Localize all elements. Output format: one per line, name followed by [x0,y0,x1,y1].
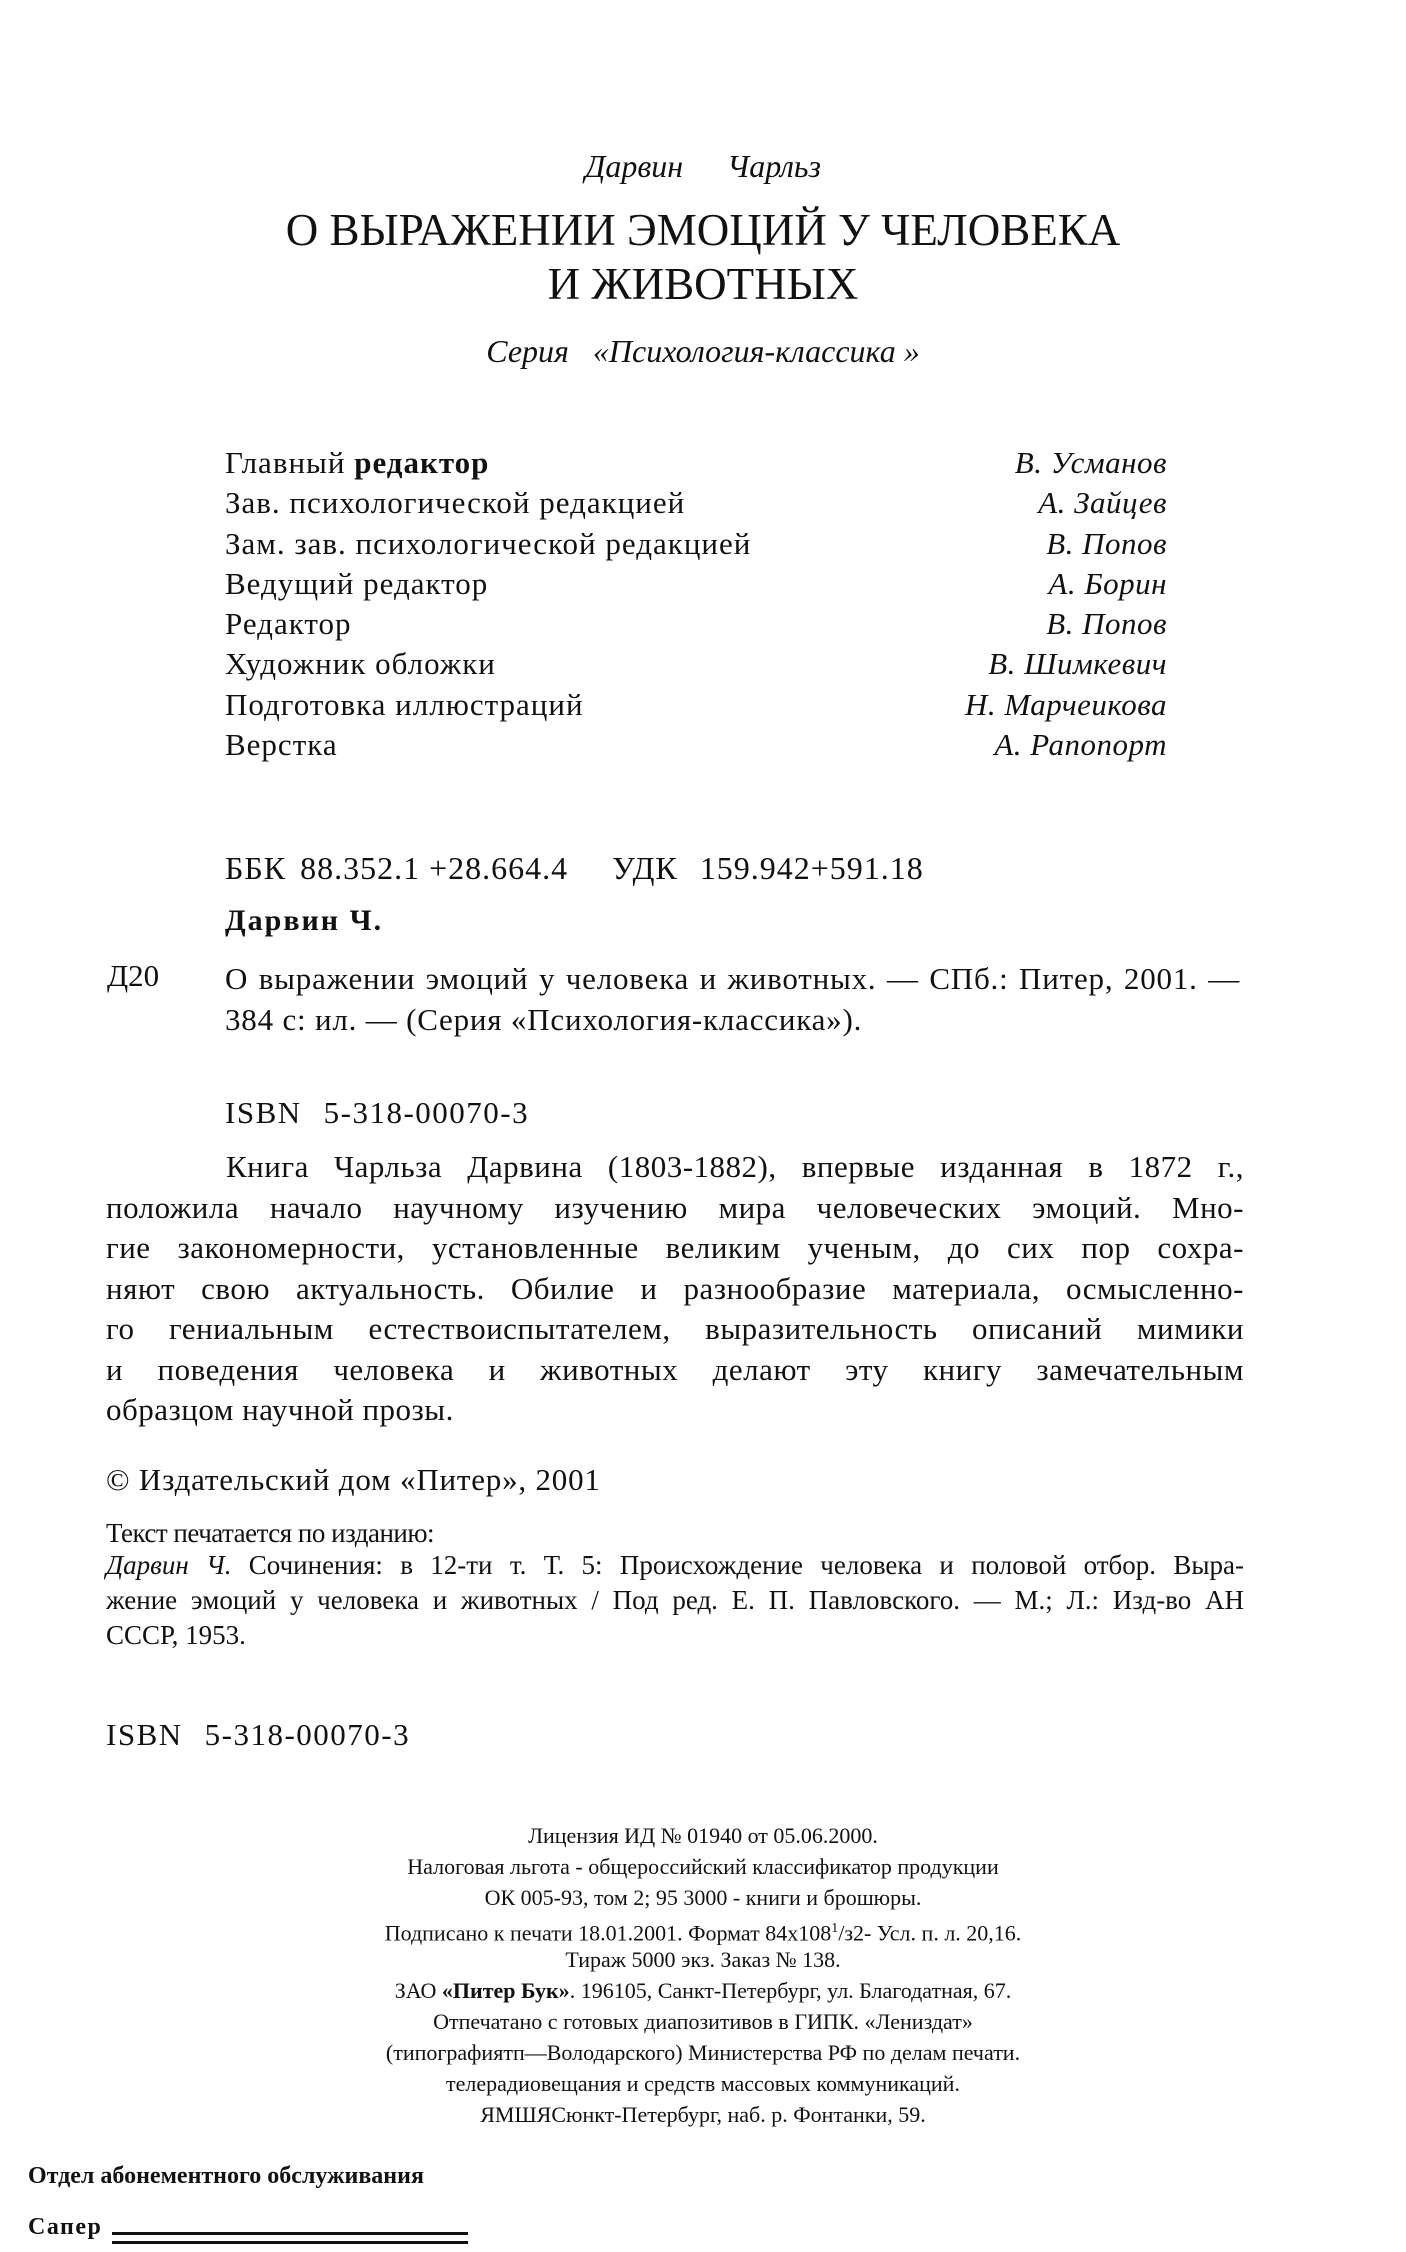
title-line-2: И ЖИВОТНЫХ [547,259,859,309]
annotation-line: положила начало научному изучению мира человеческих эмоций. Мно- [106,1189,1244,1225]
staff-row [225,644,1167,684]
staff-role-part: Главный [225,445,346,480]
isbn-label: ISBN [106,1717,183,1752]
imprint-company-prefix: ЗАО [394,1978,442,2003]
annotation-line: образцом научной прозы. [106,1392,454,1427]
catalog-author-heading: Дарвин Ч. [225,904,384,937]
staff-row [225,564,1167,604]
imprint-line: Лицензия ИД № 01940 от 05.06.2000. [528,1823,878,1848]
udk-value: 159.942+591.18 [699,850,924,886]
staff-row [225,725,1167,765]
staff-row [225,524,1167,564]
staff-role: Зав. психологической редакцией [225,485,686,521]
staff-row [225,685,1167,725]
imprint-line: (типографиятп—Володарского) Министерства РФ по делам печати. [385,2040,1021,2065]
staff-role: Верстка [225,727,338,763]
source-line: СССР, 1953. [106,1620,246,1650]
staff-list [225,443,1167,765]
staff-role: Ведущий редактор [225,565,489,601]
imprint-line: ОК 005-93, том 2; 95 3000 - книги и брошюры. [484,1885,922,1910]
annotation-line: няют свою актуальность. Обилие и разнообразие материала, осмысленно- [106,1270,1244,1306]
staff-row [225,483,1167,523]
staff-role: Зам. зав. психологической редакцией [225,525,752,561]
imprint-sup: 1 [831,1921,839,1936]
staff-role-bold: редактор [354,445,490,480]
annotation [106,1147,1244,1431]
staff-role: Редактор [225,606,352,642]
staff-role: Художник обложки [225,646,496,682]
series-label: Серия [486,333,569,369]
staff-name: А. Борин [1048,565,1167,601]
book-author [0,148,1406,185]
imprint-line: Отпечатано с готовых диапозитивов в ГИПК. «Лениздат» [433,2009,973,2034]
staff-name: Н. Марчеикова [965,686,1167,722]
imprint-address: . 196105, Санкт-Петербург, ул. Благодатная, 67. [569,1978,1012,2003]
staff-row [225,443,1167,483]
author-surname: Дарвин [585,148,684,184]
source-text: Сочинения: в 12-ти т. Т. 5: Происхождение человека и половой отбор. Выра- [231,1550,1244,1580]
staff-name: А. Зайцев [1038,485,1167,521]
catalog-description: О выражении эмоций у человека и животных. — СПб.: Питер, 2001. — 384 с: ил. — (Серия «Психология-классика»). [225,961,1240,1037]
library-stamp-department: Отдел абонементного обслуживания [28,2163,424,2189]
title-line-1: О ВЫРАЖЕНИИ ЭМОЦИЙ У ЧЕЛОВЕКА [285,205,1121,255]
isbn-label: ISBN [225,1095,302,1130]
source-author: Дарвин Ч. [106,1550,232,1580]
annotation-line: и поведения человека и животных делают эту книгу замечательным [106,1351,1244,1387]
annotation-line: Книга Чарльза Дарвина (1803-1882), впервые изданная в 1872 г., [226,1149,1244,1184]
copyright: © Издательский дом «Питер», 2001 [106,1462,601,1497]
imprint-format: Подписано к печати 18.01.2001. Формат 84х108 [384,1920,832,1946]
source-line: жение эмоций у человека и животных / Под ред. Е. П. Павловского. — М.; Л.: Изд-во АН [106,1585,1244,1615]
source-heading: Текст печатается по изданию: [106,1518,435,1548]
isbn-bottom [106,1717,410,1753]
staff-name: В. Попов [1046,606,1167,642]
source-reference [106,1548,1244,1653]
isbn-value: 5-318-00070-3 [204,1717,411,1752]
library-stamp-saper: Сапер [28,2214,103,2240]
classification-codes [225,850,924,887]
staff-role [225,443,489,483]
imprint-format-rest: /з2- Усл. п. л. 20,16. [838,1920,1022,1946]
imprint-line: Налоговая льгота - общероссийский классификатор продукции [407,1854,999,1879]
staff-name: А. Рапопорт [994,727,1167,763]
imprint-line [0,1975,1406,2006]
stamp-underline [112,2232,468,2244]
annotation-line: гие закономерности, установленные великим ученым, до сих пор сохра- [106,1230,1244,1265]
imprint-line: Тираж 5000 экз. Заказ № 138. [565,1947,841,1972]
imprint-line: ЯМШЯСюнкт-Петербург, наб. р. Фонтанки, 59. [480,2102,926,2127]
bbk-value: 88.352.1 +28.664.4 [300,850,569,886]
staff-name: В. Усманов [1014,445,1167,480]
staff-name: В. Попов [1046,525,1167,561]
series-name: «Психология-классика » [592,333,920,369]
isbn-value: 5-318-00070-3 [323,1095,530,1130]
bbk-label: ББК [225,850,287,886]
book-title [0,203,1406,311]
staff-row [225,604,1167,644]
source-line [106,1548,1244,1583]
imprint-line [0,1913,1406,1944]
staff-role: Подготовка иллюстраций [225,686,584,722]
annotation-line: го гениальным естествоиспытателем, выразительность описаний мимики [106,1311,1244,1346]
staff-name: В. Шимкевич [988,646,1167,682]
imprint-company: «Питер Бук» [441,1978,570,2003]
udk-label: УДК [612,850,678,886]
author-name: Чарльз [727,148,821,184]
isbn-catalog [225,1095,529,1131]
imprint [0,1820,1406,2130]
author-code: Д20 [107,958,160,993]
series-line [0,333,1406,370]
imprint-line: телерадиовещания и средств массовых коммуникаций. [446,2071,960,2096]
